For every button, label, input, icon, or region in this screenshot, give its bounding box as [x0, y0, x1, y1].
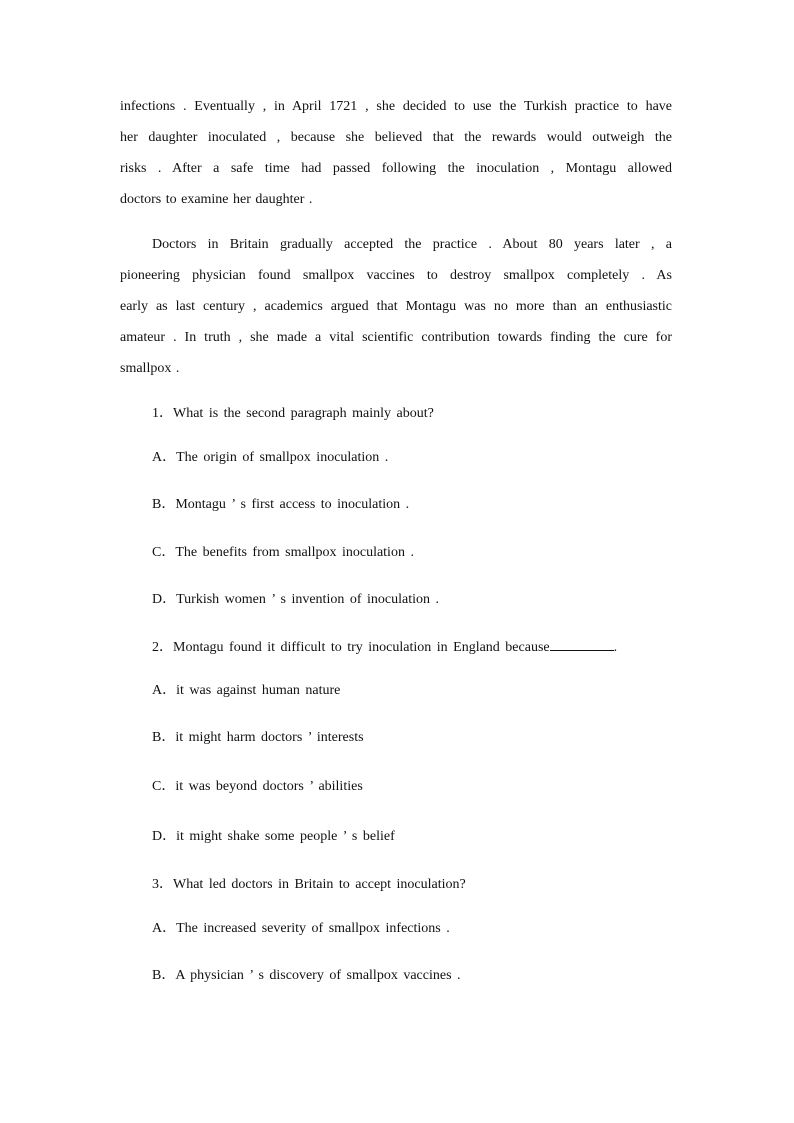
passage-line: early as last century , academics argued that Montagu was no more than an enthusiastic — [120, 299, 672, 314]
question-1-stem: 1．What is the second paragraph mainly about? — [152, 406, 434, 421]
passage-paragraph-1 — [120, 91, 672, 215]
question-2-option-b[interactable]: B．it might harm doctors ’ interests — [152, 730, 364, 745]
passage-line: amateur . In truth , she made a vital scientific contribution towards finding the cure for — [120, 330, 672, 345]
question-1-option-b[interactable]: B．Montagu ’ s first access to inoculation . — [152, 497, 410, 512]
question-3-stem: 3．What led doctors in Britain to accept inoculation? — [152, 877, 466, 892]
question-1-option-a[interactable]: A．The origin of smallpox inoculation . — [152, 450, 389, 465]
question-3-option-a[interactable]: A．The increased severity of smallpox infections . — [152, 921, 450, 936]
passage-line: risks . After a safe time had passed following the inoculation , Montagu allowed — [120, 161, 672, 176]
question-3-option-b[interactable]: B．A physician ’ s discovery of smallpox vaccines . — [152, 968, 461, 983]
passage-line: doctors to examine her daughter . — [120, 192, 313, 207]
passage-line: smallpox . — [120, 361, 180, 376]
passage-paragraph-2 — [120, 229, 672, 384]
passage-line: Doctors in Britain gradually accepted the practice . About 80 years later , a — [152, 237, 672, 252]
question-2-option-d[interactable]: D．it might shake some people ’ s belief — [152, 829, 395, 844]
question-2-stem-end: . — [613, 640, 618, 655]
passage-line: pioneering physician found smallpox vaccines to destroy smallpox completely . As — [120, 268, 672, 283]
question-2-option-a[interactable]: A．it was against human nature — [152, 683, 341, 698]
question-2-stem-text: 2．Montagu found it difficult to try inoculation in England because — [152, 640, 550, 655]
answer-blank — [550, 638, 614, 651]
question-2-option-c[interactable]: C．it was beyond doctors ’ abilities — [152, 779, 363, 794]
question-1-option-c[interactable]: C．The benefits from smallpox inoculation . — [152, 545, 414, 560]
question-2-stem — [152, 638, 617, 657]
question-1-option-d[interactable]: D．Turkish women ’ s invention of inoculation . — [152, 592, 439, 607]
passage-line: her daughter inoculated , because she believed that the rewards would outweigh the — [120, 130, 672, 145]
passage-line: infections . Eventually , in April 1721 , she decided to use the Turkish practice to have — [120, 99, 672, 114]
